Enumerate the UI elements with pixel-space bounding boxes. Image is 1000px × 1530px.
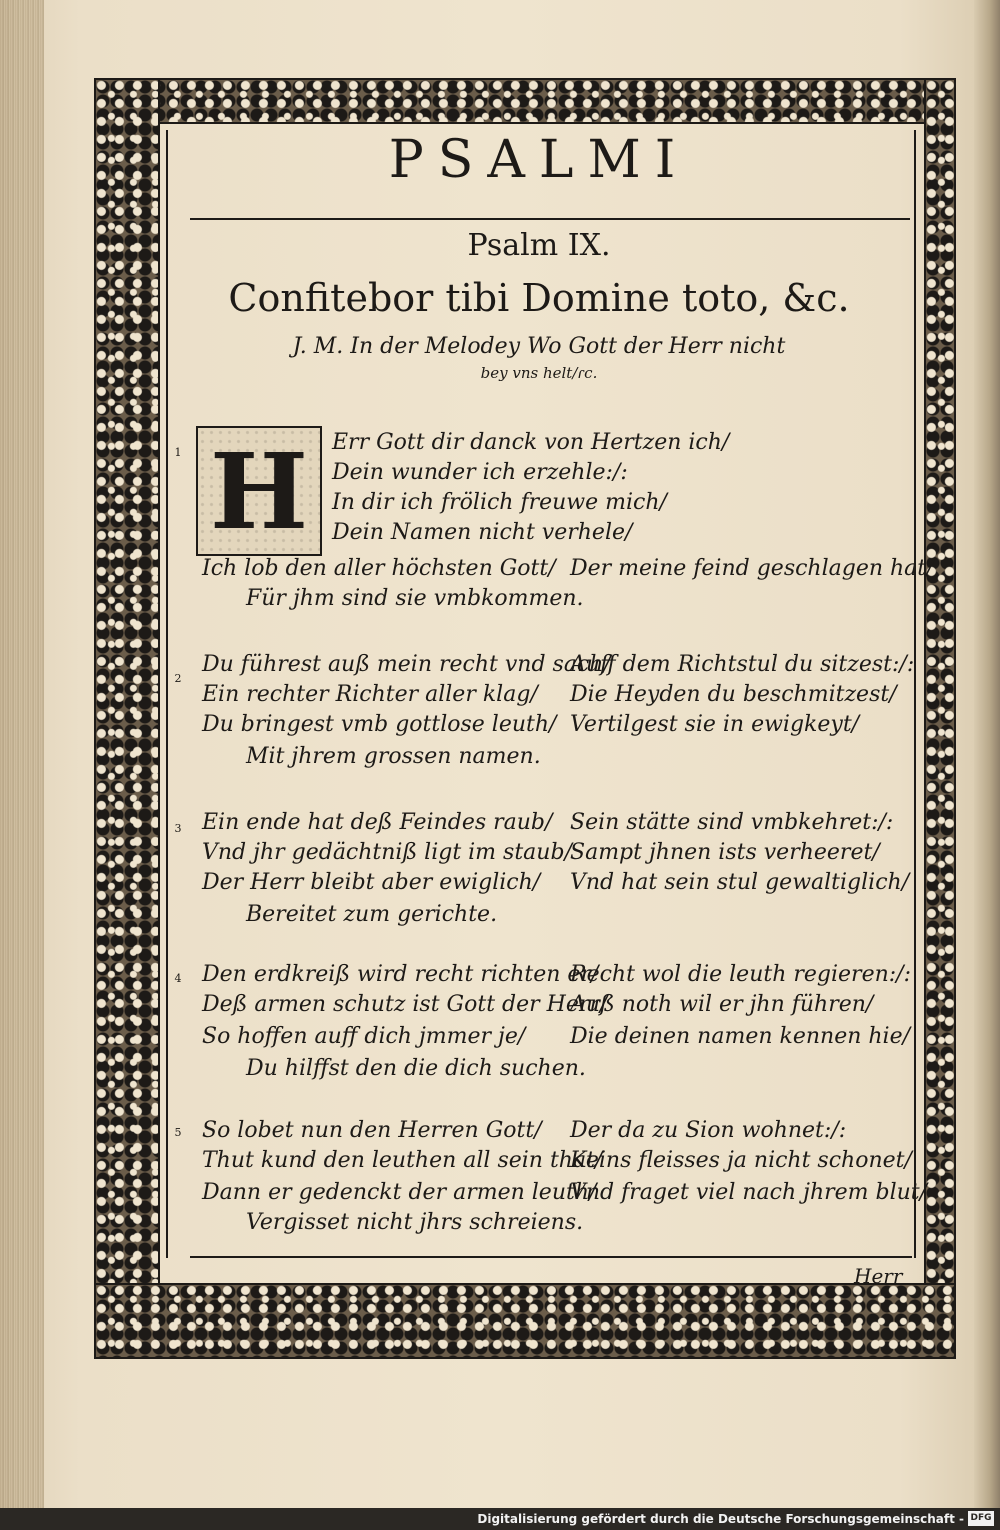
- verse-line: Der da zu Sion wohnet:/:: [570, 1118, 847, 1143]
- page-edge: [974, 0, 1000, 1508]
- page-gutter: [0, 0, 44, 1508]
- dfg-logo: DFG: [968, 1511, 994, 1526]
- verse-line: Thut kund den leuthen all sein that/: [202, 1148, 603, 1173]
- verse-line: Die Heyden du beschmitzest/: [570, 682, 897, 707]
- verse-line: Ein rechter Richter aller klag/: [202, 682, 538, 707]
- running-head: PSALMI: [388, 130, 690, 190]
- verse-line: Du hilffst den die dich suchen.: [246, 1056, 586, 1081]
- verse-line: Der Herr bleibt aber ewiglich/: [202, 870, 541, 895]
- verse-line: So lobet nun den Herren Gott/: [202, 1118, 542, 1143]
- verse-line: Dein Namen nicht verhele/: [332, 520, 633, 545]
- foot-rule: [190, 1256, 912, 1258]
- verse-line: Bereitet zum gerichte.: [246, 902, 498, 927]
- verse-line: So hoffen auff dich jmmer je/: [202, 1024, 526, 1049]
- drop-cap-initial: H: [196, 426, 322, 556]
- verse-line: Für jhm sind sie vmbkommen.: [246, 586, 584, 611]
- verse-line: Die deinen namen kennen hie/: [570, 1024, 911, 1049]
- funding-credit: Digitalisierung gefördert durch die Deutsche Forschungsgemeinschaft -: [477, 1512, 964, 1526]
- verse-line: Dann er gedenckt der armen leuth/: [202, 1180, 597, 1205]
- catchword: Herr: [854, 1264, 903, 1288]
- verse-line: Auff dem Richtstul du sitzest:/:: [570, 652, 915, 677]
- verse-line: Ich lob den aller höchsten Gott/: [202, 556, 556, 581]
- latin-title: Confitebor tibi Domine toto, &c.: [228, 276, 850, 320]
- verse-line: Deß armen schutz ist Gott der Herr/: [202, 992, 608, 1017]
- woodcut-border-left: [94, 78, 160, 1359]
- verse-line: Dein wunder ich erzehle:/:: [332, 460, 628, 485]
- woodcut-border-top: [94, 78, 956, 124]
- verse-line: Keins fleisses ja nicht schonet/: [570, 1148, 912, 1173]
- verse-line: Den erdkreiß wird recht richten er/: [202, 962, 599, 987]
- verse-line: Ein ende hat deß Feindes raub/: [202, 810, 553, 835]
- verse-number: 1: [174, 446, 182, 459]
- woodcut-border-right: [924, 78, 956, 1359]
- verse-number: 2: [174, 672, 182, 685]
- verse-line: Der meine feind geschlagen hat/: [570, 556, 934, 581]
- verse-line: Auß noth wil er jhn führen/: [570, 992, 874, 1017]
- verse-number: 4: [174, 972, 182, 985]
- verse-line: Du führest auß mein recht vnd sach/: [202, 652, 611, 677]
- verse-line: Sein stätte sind vmbkehret:/:: [570, 810, 894, 835]
- verse-line: Vertilgest sie in ewigkeyt/: [570, 712, 860, 737]
- verse-line: Vnd fraget viel nach jhrem blut/: [570, 1180, 928, 1205]
- verse-number: 5: [174, 1126, 182, 1139]
- verse-line: Sampt jhnen ists verheeret/: [570, 840, 880, 865]
- verse-line: Vnd hat sein stul gewaltiglich/: [570, 870, 910, 895]
- verse-line: Vergisset nicht jhrs schreiens.: [246, 1210, 584, 1235]
- psalm-number: Psalm IX.: [467, 228, 611, 263]
- melody-note-continued: bey vns helt/ɾc.: [480, 364, 598, 382]
- verse-line: In dir ich frölich freuwe mich/: [332, 490, 667, 515]
- verse-line: Recht wol die leuth regieren:/:: [570, 962, 911, 987]
- melody-note: J. M. In der Melodey Wo Gott der Herr nicht: [292, 334, 786, 359]
- woodcut-border-bottom: [94, 1283, 956, 1359]
- verse-line: Err Gott dir danck von Hertzen ich/: [332, 430, 730, 455]
- head-rule: [190, 218, 910, 220]
- verse-number: 3: [174, 822, 182, 835]
- verse-line: Mit jhrem grossen namen.: [246, 744, 541, 769]
- verse-line: Vnd jhr gedächtniß ligt im staub/: [202, 840, 572, 865]
- verse-line: Du bringest vmb gottlose leuth/: [202, 712, 557, 737]
